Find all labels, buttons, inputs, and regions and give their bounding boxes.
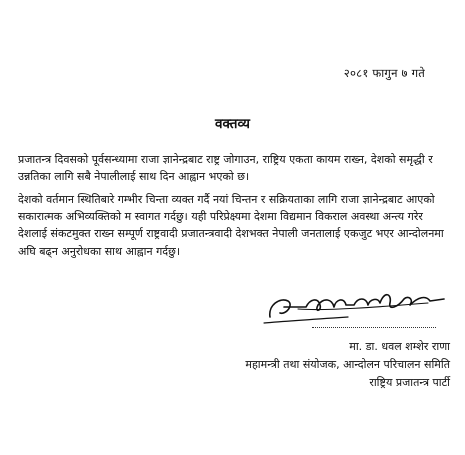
handwritten-signature [258,277,458,327]
signature-dotted-line [312,327,436,328]
statement-paragraph-2: देशको वर्तमान स्थितिबारे गम्भीर चिन्ता व्यक्त गर्दै नयां चिन्तन र सक्रियताका लागि राजा ज्ञानेन्द्रबाट आएको सकारात्मक अभिव्यक्तिको म स्वागत गर्दछु। यही परिप्रेक्ष्यमा देशमा विद्यमान विकराल अवस्था अन्त्य गरेर देशलाई संकटमुक्त राख्न सम्पूर्ण राष्ट्रवादी प्रजातन्त्रवादी देशभक्त नेपाली जनतालाई एकजुट भएर आन्दोलनमा अघि बढ्न अनुरोधका साथ आह्वान गर्दछु। [18,193,444,258]
statement-date: २०८१ फागुन ७ गते [343,66,425,80]
signatory-position: महामन्त्री तथा संयोजक, आन्दोलन परिचालन समिति [245,358,450,371]
statement-title: वक्तव्य [215,116,250,132]
signatory-name: मा. डा. धवल शम्शेर राणा [349,340,450,353]
statement-paragraph-1: प्रजातन्त्र दिवसको पूर्वसन्ध्यामा राजा ज्ञानेन्द्रबाट राष्ट्र जोगाउन, राष्ट्रिय एकता कायम राख्न, देशको समृद्धी र उन्नतिका लागि सबै नेपालीलाई साथ दिन आह्वान भएको छ। [18,153,433,184]
signatory-organization: राष्ट्रिय प्रजातन्त्र पार्टी [369,376,450,389]
